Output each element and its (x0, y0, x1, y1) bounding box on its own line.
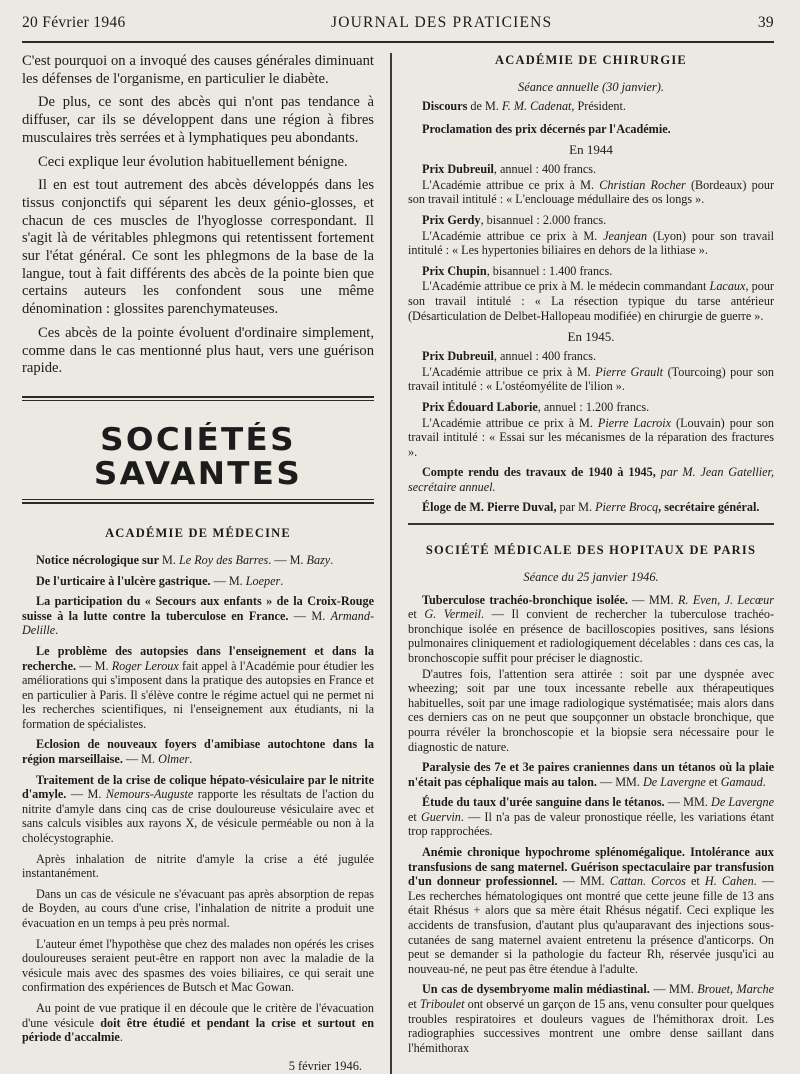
prize-1945-1-text: L'Académie attribue ce prix à M. Pierre Grault (Tourcoing) pour son travail intitulé : « L'ostéomyélite de l'ilion ». (408, 364, 774, 394)
item-secours: La participation du « Secours aux enfants » de la Croix-Rouge suisse à la lutte contre la tuberculose en France. — M. Armand-Delille. (22, 594, 375, 638)
academie-chirurgie-title: ACADÉMIE DE CHIRURGIE (495, 53, 687, 67)
item-traitement: Traitement de la crise de colique hépato-vésiculaire par le nitrite d'amyle. — M. Nemours-Auguste rapporte les résultats de l'action du nitrite d'amyle dans cinq cas de crise douloureuse vésiculaire avec et sans calculs visibles aux rayons X, de vésicule perméable ou non à la cholécystographie. (22, 772, 374, 846)
article-continuation (22, 53, 374, 378)
eloge-line: Éloge de M. Pierre Duval, par M. Pierre Brocq, secrétaire général. (422, 500, 760, 515)
prize-1945-2-text: L'Académie attribue ce prix à M. Pierre Lacroix (Louvain) pour son travail intitulé : « Essai sur les mécanismes de la réparation des fractures ». (408, 415, 774, 459)
item-tuberculose: Tuberculose trachéo-bronchique isolée. — MM. R. Even, J. Lecœur et G. Vermeil. — Il convient de rechercher la tuberculose trachéo-bronchique isolée en présence de bacilloscopies positives, sans lésions pulmonaires cliniquement et radiologiquement décelables : dans ces cas, la bronchoscopie suffit pour préciser le diagnostic. (408, 592, 775, 665)
discours-line: Discours de M. F. M. Cadenat, Président. (422, 99, 626, 113)
header-page-number: 39 (757, 14, 774, 31)
prize-1945-1-title: Prix Dubreuil, annuel : 400 francs. (422, 349, 597, 364)
prize-1944-1-title: Prix Dubreuil, annuel : 400 francs. (422, 162, 597, 177)
right-column (392, 53, 774, 1074)
prize-1944-1-text: L'Académie attribue ce prix à M. Christian Rocher (Bordeaux) pour son travail intitulé : « L'enclouage médullaire des os longs ». (408, 177, 775, 207)
header-journal-title: JOURNAL DES PRATICIENS (331, 14, 553, 31)
item-au-point: Au point de vue pratique il en découle que le critère de l'évacuation d'une vésicule doit être étudié et pendant la crise et surtout en période d'accalmie. (22, 1000, 374, 1045)
two-column-layout (22, 53, 774, 1074)
intro-paragraph-4: Il en est tout autrement des abcès développés dans les tissus conjonctifs qui séparent les deux génio-glosses, et chacun de ces muscles de l'hyoglosse correspondant. Il s'agit là de véritables phlegmons qui retentissent fortement sur l'état général. Ce sont les phlegmons de la base de la langue, tout à fait différents des abcès de la pointe bien que certains auteurs les confondent sous une même dénomination : glossites parenchymateuses. (22, 177, 374, 318)
prize-1944-2-text: L'Académie attribue ce prix à M. Jeanjean (Lyon) pour son travail intitulé : « Les hypertonies biliaires en dehors de la lithiase ». (408, 228, 774, 258)
item-notice: Notice nécrologique sur M. Le Roy des Barres. — M. Bazy. (36, 552, 334, 567)
intro-paragraph-1: C'est pourquoi on a invoqué des causes générales diminuant les défenses de l'organisme, en particulier le diabète. (22, 53, 374, 87)
prize-1944-3-text: L'Académie attribue ce prix à M. le médecin commandant Lacaux, pour son travail intitulé : « La résection typique du tarse antérieur (Désarticulation de Delbet-Hallopeau modifiée) en chirurgie de guerre ». (408, 279, 774, 323)
seance-annuelle: Séance annuelle (30 janvier). (518, 80, 664, 94)
item-paralysie: Paralysie des 7e et 3e paires craniennes dans un tétanos où la plaie n'était pas céphalique mais au talon. — MM. De Lavergne et Gamaud. (408, 760, 774, 789)
seance-25-janvier: Séance du 25 janvier 1946. (523, 569, 659, 584)
intro-paragraph-5: Ces abcès de la pointe évoluent d'ordinaire simplement, comme dans le cas mentionné plus haut, vers une guérison rapide. (22, 324, 374, 377)
header-date: 20 Février 1946 (22, 14, 126, 31)
section-divider-bottom (22, 499, 374, 504)
item-dysembryome: Un cas de dysembryome malin médiastinal. — MM. Brouet, Marche et Triboulet ont observé un garçon de 15 ans, venu consulter pour quelques troubles respiratoires et douleurs vagues de l'hémithorax droit. Les radiographies successives montrent une ombre dense saillant dans l'hémithorax (408, 982, 774, 1055)
item-anemie: Anémie chronique hypochrome splénomégalique. Intolérance aux transfusions de sang maternel. Guérison spectaculaire par transfusion d'un donneur professionnel. — MM. Cattan. Corcos et H. Cahen. — Les recherches hématologiques ont montré que cette jeune fille de 13 ans était Rhésus + alors que sa mère était Rhésus négatif. Ceci explique les accidents de transfusion, d'autant plus qu'auparavant des injections sous-cutanées de sang maternel avaient entretenu la présence d'anticorps. On peut se demander si la pathologie du facteur Rh, réservée jusqu'ici au nouveau-né, ne peut pas être étendue à l'adulte. (408, 845, 775, 976)
left-column (22, 53, 390, 1074)
item-etude-uree: Étude du taux d'urée sanguine dans le tétanos. — MM. De Lavergne et Guervin. — Il n'a pas de valeur pronostique réelle, les variations étant trop rapprochées. (408, 795, 775, 839)
section-divider-top (22, 396, 374, 401)
item-urticaire: De l'urticaire à l'ulcère gastrique. — M. Loeper. (36, 573, 284, 588)
item-eclosion: Eclosion de nouveaux foyers d'amibiase autochtone dans la région marseillaise. — M. Olmer. (22, 737, 374, 767)
compte-rendu-line: Compte rendu des travaux de 1940 à 1945, par M. Jean Gatellier, secrétaire annuel. (408, 465, 774, 494)
year-1945: En 1945. (567, 329, 615, 345)
prize-1944-3-title: Prix Chupin, bisannuel : 1.400 francs. (422, 263, 613, 278)
intro-paragraph-2: De plus, ce sont des abcès qui n'ont pas tendance à diffuser, car ils se développent dans une région à fibres musculaires très serrées et à lymphatiques peu abondants. (22, 94, 374, 146)
item-dans: Dans un cas de vésicule ne s'évacuant pas après absorption de repas de Boyden, au cours d'une crise, l'inhalation de nitrite a produit une évacuation en un temps à peu près normal. (22, 886, 374, 931)
article-signature-date: 5 février 1946. (288, 1058, 362, 1073)
prize-1945-2-title: Prix Édouard Laborie, annuel : 1.200 francs. (422, 399, 650, 414)
academie-medecine (22, 526, 374, 1074)
item-autres-fois: D'autres fois, l'attention sera attirée : soit par une dyspnée avec wheezing; soit par une toux incessante rebelle aux thérapeutiques habituelles, soit par une image radiologique systématisée; mais alors dans ces derniers cas on ne peut que soupçonner un obstacle bronchique, que pourra révéler la bronchoscopie et la biopsie sera nécessaire pour le diagnostic de nature. (408, 666, 774, 754)
prize-1944-2-title: Prix Gerdy, bisannuel : 2.000 francs. (422, 212, 607, 227)
item-autopsies: Le problème des autopsies dans l'enseignement et dans la recherche. — M. Roger Leroux fait appel à l'Académie pour étudier les améliorations qui s'imposent dans la pratique des autopsies en France et en particulier à Paris. Il s'élève contre le régime actuel qui ne permet ni les recherches scientifiques, ni l'enseignement aux étudiants, ni la formation de spécialistes. (22, 643, 375, 731)
item-apres: Après inhalation de nitrite d'amyle la crise a été jugulée instantanément. (22, 851, 374, 881)
item-auteur: L'auteur émet l'hypothèse que chez des malades non opérés les crises douloureuses seraient peut-être en rapport non avec la maladie de la vésicule mais avec des spasmes des voies biliaires, ce qui serait une confirmation des expériences de Butsch et Mac Gowan. (22, 936, 374, 995)
intro-paragraph-3: Ceci explique leur évolution habituellement bénigne. (38, 153, 348, 170)
academie-medecine-title: ACADÉMIE DE MÉDECINE (105, 525, 291, 540)
section-title: SOCIÉTÉS SAVANTES (93, 421, 303, 492)
right-section-rule (408, 523, 774, 525)
header-rule (22, 41, 774, 43)
page-header (22, 14, 774, 36)
year-1944: En 1944 (569, 142, 613, 158)
societe-hopitaux-title: SOCIÉTÉ MÉDICALE DES HOPITAUX DE PARIS (425, 542, 757, 557)
proclamation-line: Proclamation des prix décernés par l'Académie. (422, 121, 671, 136)
